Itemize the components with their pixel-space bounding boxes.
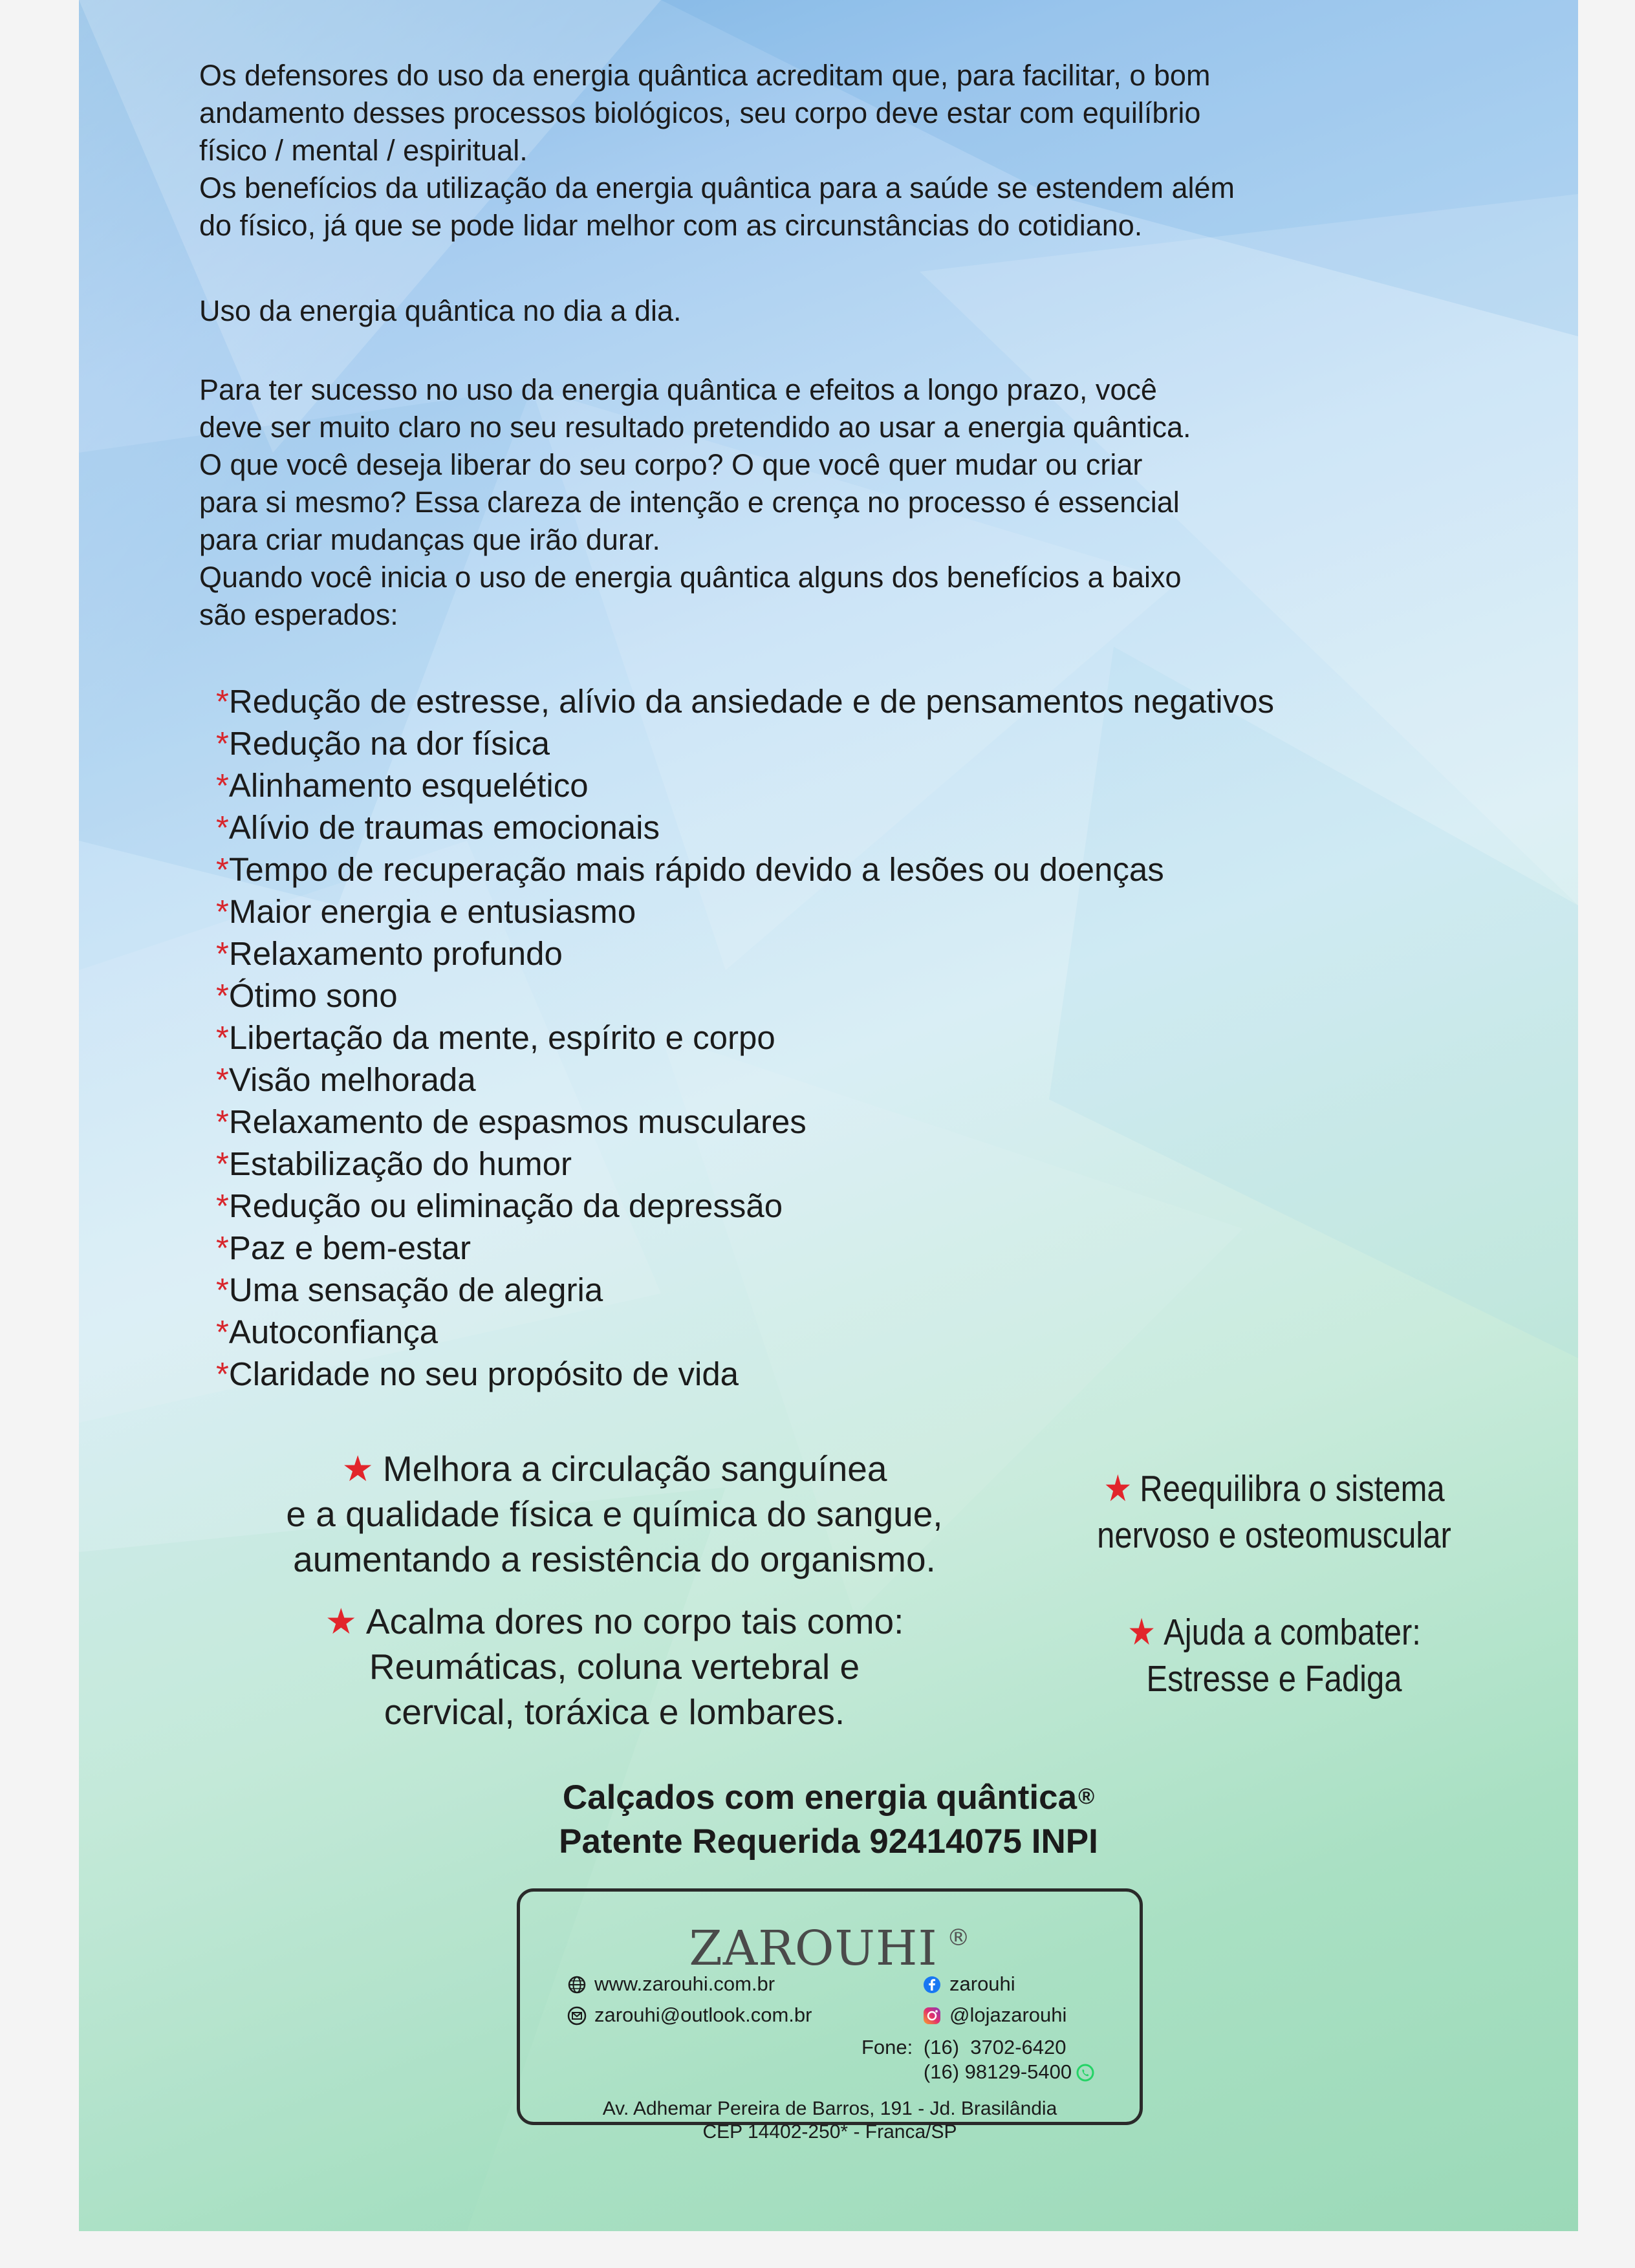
instagram-icon bbox=[922, 2006, 942, 2025]
registered-mark: ® bbox=[1078, 1784, 1095, 1809]
list-item: *Relaxamento de espasmos musculares bbox=[216, 1103, 807, 1140]
list-item: *Ótimo sono bbox=[216, 977, 398, 1014]
section-heading: Uso da energia quântica no dia a dia. bbox=[199, 294, 682, 327]
list-item: *Visão melhorada bbox=[216, 1061, 476, 1098]
intro-paragraph: Os defensores do uso da energia quântica acreditam que, para facilitar, o bom andamento desses processos biológicos, seu corpo deve estar com equilíbrio físico / mental / espiritual. Os benefícios da utilização da energia quântica para a saúde se estendem além do físico, já que se pode lidar melhor com as circunstâncias do cotidiano. bbox=[199, 59, 1235, 242]
email-icon bbox=[567, 2006, 587, 2025]
list-item: *Estabilização do humor bbox=[216, 1145, 572, 1182]
list-item: *Autoconfiança bbox=[216, 1313, 439, 1350]
patent-line: Patente Requerida 92414075 INPI bbox=[559, 1822, 1098, 1861]
whatsapp-icon bbox=[1076, 2063, 1095, 2082]
benefits-list bbox=[216, 680, 1274, 1395]
usage-paragraph: Para ter sucesso no uso da energia quântica e efeitos a longo prazo, você deve ser muito claro no seu resultado pretendido ao usar a energia quântica. O que você deseja liberar do seu corpo? O que você quer mudar ou criar para si mesmo? Essa clareza de intenção e crença no processo é essencial para criar mudanças que irão durar. Quando você inicia o uso de energia quântica alguns dos benefícios a baixo são esperados: bbox=[199, 373, 1191, 631]
feature-pain-relief: ★ Acalma dores no corpo tais como: Reumáticas, coluna vertebral e cervical, toráxica e lombares. bbox=[325, 1601, 904, 1732]
phone-landline[interactable]: (16) 3702-6420 bbox=[923, 2036, 1067, 2058]
feature-rebalance: ★ Reequilibra o sistema nervoso e osteomuscular bbox=[1097, 1468, 1451, 1556]
flyer-sheet bbox=[79, 0, 1578, 2231]
list-item: *Redução ou eliminação da depressão bbox=[216, 1187, 783, 1224]
list-item: *Paz e bem-estar bbox=[216, 1229, 471, 1266]
star-icon: ★ bbox=[1103, 1468, 1132, 1509]
product-statement bbox=[79, 1775, 1578, 1864]
website-link[interactable]: www.zarouhi.com.br bbox=[567, 1972, 775, 1996]
feature-combat: ★ Ajuda a combater: Estresse e Fadiga bbox=[1127, 1612, 1421, 1700]
list-item: *Relaxamento profundo bbox=[216, 935, 563, 972]
list-item: *Maior energia e entusiasmo bbox=[216, 893, 636, 930]
list-item: *Uma sensação de alegria bbox=[216, 1271, 603, 1308]
instagram-link[interactable]: @lojazarouhi bbox=[922, 2003, 1067, 2027]
list-item: *Alinhamento esquelético bbox=[216, 767, 589, 804]
contact-card bbox=[517, 1888, 1143, 2143]
list-item: *Alívio de traumas emocionais bbox=[216, 809, 660, 846]
facebook-icon bbox=[922, 1975, 942, 1994]
star-icon: ★ bbox=[1127, 1612, 1156, 1653]
list-item: *Tempo de recuperação mais rápido devido a lesões ou doenças bbox=[216, 851, 1164, 888]
brand-logo: ZAROUHI ® bbox=[689, 1921, 971, 1976]
phone-numbers bbox=[861, 2035, 1095, 2084]
globe-icon bbox=[567, 1975, 587, 1994]
phone-mobile[interactable]: (16) 98129-5400 bbox=[924, 2060, 1095, 2084]
star-icon: ★ bbox=[341, 1449, 374, 1489]
list-item: *Claridade no seu propósito de vida bbox=[216, 1355, 739, 1392]
phone-label: Fone: bbox=[861, 2036, 913, 2058]
postal-address: Av. Adhemar Pereira de Barros, 191 - Jd. Brasilândia CEP 14402-250* - Franca/SP bbox=[602, 2098, 1057, 2143]
feature-circulation: ★ Melhora a circulação sanguínea e a qualidade física e química do sangue, aumentando a resistência do organismo. bbox=[286, 1449, 943, 1579]
star-icon: ★ bbox=[325, 1601, 357, 1641]
email-link[interactable]: zarouhi@outlook.com.br bbox=[567, 2003, 812, 2027]
list-item: *Libertação da mente, espírito e corpo bbox=[216, 1019, 775, 1056]
list-item: *Redução na dor física bbox=[216, 725, 550, 762]
product-line: Calçados com energia quântica® bbox=[562, 1778, 1095, 1817]
list-item: *Redução de estresse, alívio da ansiedade e de pensamentos negativos bbox=[216, 683, 1274, 720]
facebook-link[interactable]: zarouhi bbox=[922, 1972, 1015, 1996]
